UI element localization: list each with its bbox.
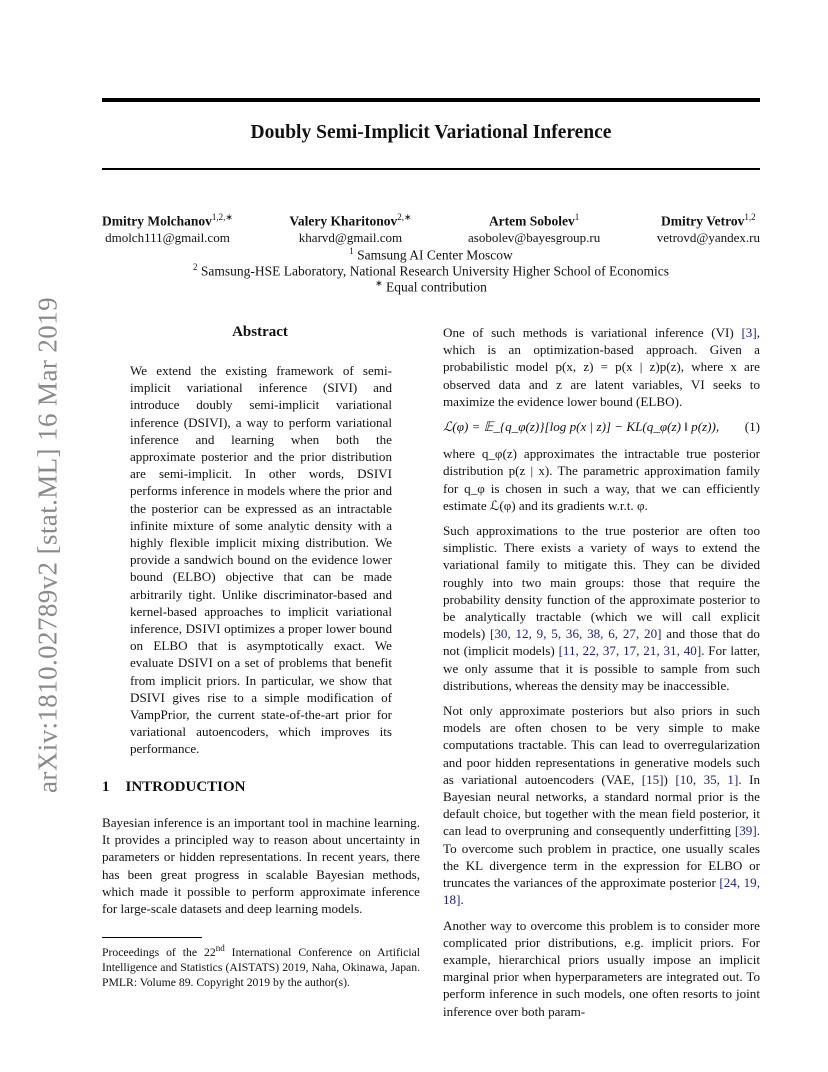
equation-body: ℒ(φ) = 𝔼_{q_φ(z)}[log p(x | z)] − KL(q_φ(z) ‖ p(z)), bbox=[443, 419, 720, 435]
right-column bbox=[443, 324, 760, 1028]
equation bbox=[443, 418, 760, 435]
author-affiliation-mark: 1,2 bbox=[744, 212, 756, 222]
citation-link[interactable]: [30, 12, 9, 5, 36, 38, 6, 27, 20] bbox=[489, 626, 662, 642]
citation-link[interactable]: [11, 22, 37, 17, 21, 31, 40] bbox=[558, 643, 702, 659]
author-name: Dmitry Vetrov bbox=[661, 213, 745, 229]
affiliation bbox=[102, 262, 760, 280]
text: and those that do not (implicit models) bbox=[443, 626, 760, 659]
equation-number: (1) bbox=[744, 419, 760, 435]
author-name: Valery Kharitonov bbox=[289, 213, 398, 229]
author-affiliation-mark: 1 bbox=[574, 212, 580, 222]
text: Such approximations to the true posterior are often too simplistic. There exists a variety of ways to extend the variational family to mitigate this. They can be divided roughly into two main groups: those that require the probability density function of the approximate posterior to be analytically tractable (which we will call explicit models) bbox=[443, 523, 760, 642]
affiliation-mark: 1 bbox=[349, 246, 354, 256]
abstract-text: We extend the existing framework of semi-implicit variational inference (SIVI) and introduce doubly semi-implicit variational inference (DSIVI), a way to perform variational inference and learning when both the approximate posterior and the prior distribution are semi-implicit. In other words, DSIVI performs inference in models where the prior and the posterior can be expressed as an intractable infinite mixture of some analytic density with a highly flexible implicit mixing distribution. We provide a sandwich bound on the evidence lower bound (ELBO) objective that can be made arbitrarily tight. Unlike discriminator-based and kernel-based approaches to implicit variational inference, DSIVI optimizes a proper lower bound on ELBO that is asymptotically exact. We evaluate DSIVI on a set of problems that benefit from implicit priors. In particular, we show that DSIVI gives rise to a simple modification of VampPrior, the current state-of-the-art prior for variational autoencoders, which improves its performance. bbox=[130, 363, 392, 757]
author-email: asobolev@bayesgroup.ru bbox=[468, 229, 601, 245]
author bbox=[289, 212, 411, 246]
author-name: Dmitry Molchanov bbox=[102, 213, 212, 229]
author-email: dmolch111@gmail.com bbox=[105, 229, 230, 245]
intro-body bbox=[102, 814, 420, 925]
affiliation-mark: ∗ bbox=[375, 278, 383, 288]
author-affiliation-mark: 2,∗ bbox=[397, 212, 412, 222]
citation-link[interactable]: [15] bbox=[641, 771, 664, 787]
abstract-heading: Abstract bbox=[232, 324, 288, 340]
citation-link[interactable]: [24, 19, 18] bbox=[443, 875, 760, 908]
paragraph: Another way to overcome this problem is to consider more complicated prior distributions, e.g. implicit priors. For example, hierarchical priors usually impose an implicit marginal prior when hyperparameters are integrated out. To perform inference in such models, one often resorts to joint inference over both param- bbox=[443, 917, 760, 1019]
author bbox=[657, 212, 760, 246]
title-rule bbox=[102, 168, 760, 170]
footnote-rule bbox=[102, 937, 202, 938]
text: . To overcome such problem in practice, one usually scales the KL divergence term in the expression for ELBO or truncates the variances of the approximate posterior bbox=[443, 823, 760, 891]
text: . In Bayesian neural networks, a standard normal prior is the default choice, but together with the mean field posterior, it can lead to overpruning and consequently underfitting bbox=[443, 771, 760, 839]
affiliation-mark: 2 bbox=[192, 262, 198, 272]
affiliation bbox=[102, 278, 760, 296]
footnote-ordinal: nd bbox=[215, 943, 225, 953]
text: . For latter, we only assume that it is possible to sample from such distributions, whereas the density may be inaccessible. bbox=[443, 643, 760, 693]
paragraph: Bayesian inference is an important tool in machine learning. It provides a principled way to reason about uncertainty in parameters or hidden representations. In recent years, there has been great progress in scalable Bayesian methods, which made it possible to perform approximate inference for large-scale datasets and deep learning models. bbox=[102, 815, 420, 917]
text: , which is an optimization-based approach. Given a probabilistic model p(x, z) = p(x | z)p(z), where x are observed data and z are latent variables, VI seeks to maximize the evidence lower bound (ELBO). bbox=[443, 325, 760, 409]
arxiv-identifier-text: arXiv:1810.02789v2 [stat.ML] 16 Mar 2019 bbox=[32, 297, 63, 793]
text: Not only approximate posteriors but also priors in such models are often chosen to be very simple to make computations tractable. This can lead to overregularization and poor hidden representations in generative models such as variational autoencoders (VAE, bbox=[443, 703, 760, 787]
paragraph bbox=[443, 702, 760, 908]
section-heading bbox=[102, 779, 262, 796]
author-list bbox=[102, 212, 760, 246]
abstract-body bbox=[130, 362, 392, 766]
top-rule bbox=[102, 98, 760, 102]
affiliation-text: Samsung-HSE Laboratory, National Research University Higher School of Economics bbox=[197, 263, 670, 279]
author bbox=[102, 212, 233, 246]
author-name: Artem Sobolev bbox=[488, 213, 575, 229]
author-email: vetrovd@yandex.ru bbox=[656, 229, 760, 245]
text: One of such methods is variational inference (VI) bbox=[443, 325, 742, 340]
affiliation-text: Equal contribution bbox=[382, 279, 487, 295]
footnote bbox=[102, 941, 420, 991]
citation-link[interactable]: [39] bbox=[734, 823, 757, 839]
text: ) bbox=[663, 771, 676, 787]
affiliation bbox=[102, 246, 760, 264]
paper-title: Doubly Semi-Implicit Variational Inference bbox=[250, 122, 612, 143]
arxiv-identifier[interactable] bbox=[18, 297, 78, 793]
section-number: 1 bbox=[102, 779, 110, 795]
citation-link[interactable]: [3] bbox=[741, 325, 757, 340]
section-title: INTRODUCTION bbox=[125, 779, 246, 795]
author bbox=[468, 212, 600, 246]
paragraph: where q_φ(z) approximates the intractable true posterior distribution p(z | x). The parametric approximation family for q_φ is chosen in such a way, that we can efficiently estimate ℒ(φ) and its gradients w.r.t. φ. bbox=[443, 446, 760, 513]
text: . bbox=[460, 892, 464, 908]
footnote-text-start: Proceedings of the 22 bbox=[102, 945, 216, 959]
footnote-text-end: International Conference on Artificial Intelligence and Statistics (AISTATS) 2019, Naha, Okinawa, Japan. PMLR: Volume 89. Copyright 2019 by the author(s). bbox=[102, 945, 421, 990]
paragraph bbox=[443, 522, 760, 694]
paragraph bbox=[443, 324, 760, 410]
author-email: kharvd@gmail.com bbox=[298, 229, 403, 245]
author-affiliation-mark: 1,2,∗ bbox=[211, 212, 233, 222]
citation-link[interactable]: [10, 35, 1] bbox=[675, 771, 739, 787]
affiliation-text: Samsung AI Center Moscow bbox=[353, 247, 513, 263]
